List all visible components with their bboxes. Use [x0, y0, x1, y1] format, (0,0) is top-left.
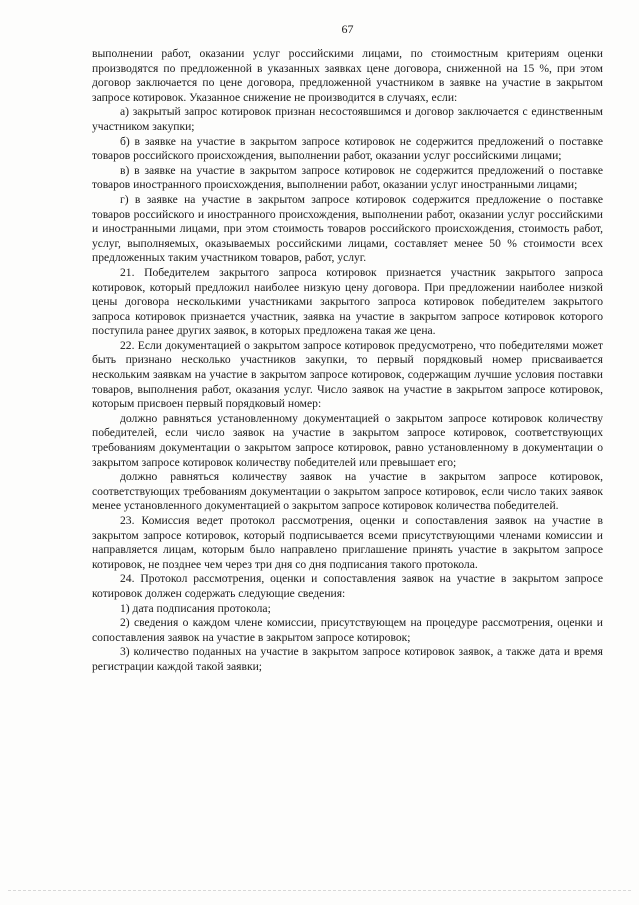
- page-number: 67: [341, 22, 354, 36]
- paragraph-24-item-2: 2) сведения о каждом члене комиссии, присутствующем на процедуре рассмотрения, оценки и сопоставления заявок на участие в закрытом запросе котировок;: [92, 616, 603, 644]
- paragraph-24: 24. Протокол рассмотрения, оценки и сопоставления заявок на участие в закрытом запросе котировок должен содержать следующие сведения:: [92, 572, 603, 600]
- paragraph-item-a: а) закрытый запрос котировок признан несостоявшимся и договор заключается с единственным участником закупки;: [92, 105, 603, 133]
- paragraph-item-b: б) в заявке на участие в закрытом запросе котировок не содержится предложений о поставке товаров российского происхождения, выполнении работ, оказании услуг российскими лицами;: [92, 134, 603, 163]
- scan-edge-divider: [8, 890, 631, 891]
- document-body: [92, 47, 603, 675]
- paragraph-continuation: выполнении работ, оказании услуг российскими лицами, по стоимостным критериям оценки производятся по предложенной в указанных заявках цене договора, сниженной на 15 %, при этом договор заключается по цене договора, предложенной участником в заявке на участие в закрытом запросе котировок. Указанное снижение не производится в случаях, если:: [92, 47, 603, 104]
- paragraph-24-item-1: 1) дата подписания протокола;: [120, 601, 271, 615]
- paragraph-22: 22. Если документацией о закрытом запросе котировок предусмотрено, что победителями может быть признано несколько участников закупки, то первый порядковый номер присваивается нескольким заявкам на участие в закрытом запросе котировок, содержащим лучшие условия поставки товаров, выполнения работ, оказания услуг. Число заявок на участие в закрытом запросе котировок, которым присвоен первый порядковый номер:: [92, 338, 603, 411]
- paragraph-22-rule-1: должно равняться установленному документацией о закрытом запросе котировок количеству победителей, если число заявок на участие в закрытом запросе котировок, соответствующих требованиям документации о закрытом запросе котировок, равно установленному в документации о закрытом запросе котировок количеству победителей или превышает его;: [92, 411, 603, 469]
- paragraph-23: 23. Комиссия ведет протокол рассмотрения, оценки и сопоставления заявок на участие в закрытом запросе котировок, который подписывается всеми присутствующими членами комиссии и направляется лицам, которым было направлено приглашение принять участие в закрытом запросе котировок, не позднее чем через три дня со дня подписания такого протокола.: [92, 514, 603, 571]
- paragraph-item-v: в) в заявке на участие в закрытом запросе котировок не содержится предложений о поставке товаров иностранного происхождения, выполнении работ, оказании услуг иностранными лицами;: [92, 163, 603, 192]
- paragraph-22-rule-2: должно равняться количеству заявок на участие в закрытом запросе котировок, соответствующих требованиям документации о закрытом запросе котировок, если число таких заявок менее установленного документацией о закрытом запросе котировок количества победителей.: [92, 470, 603, 513]
- paragraph-item-g: г) в заявке на участие в закрытом запросе котировок содержится предложение о поставке товаров российского и иностранного происхождения, выполнении работ, оказании услуг российскими и иностранными лицами, при этом стоимость товаров российского происхождения, стоимость работ, услуг, выполняемых, оказываемых российскими лицами, составляет менее 50 % стоимости всех предложенных таким участником товаров, работ, услуг.: [92, 192, 603, 265]
- paragraph-24-item-3: 3) количество поданных на участие в закрытом запросе котировок заявок, а также дата и время регистрации каждой такой заявки;: [92, 645, 603, 673]
- paragraph-21: 21. Победителем закрытого запроса котировок признается участник закрытого запроса котировок, который предложил наиболее низкую цену договора. При предложении наиболее низкой цены договора несколькими участниками закрытого запроса котировок победителем закрытого запроса котировок признается участник, заявка на участие в закрытом запросе котировок которого поступила ранее других заявок, в которых предложена такая же цена.: [92, 265, 603, 338]
